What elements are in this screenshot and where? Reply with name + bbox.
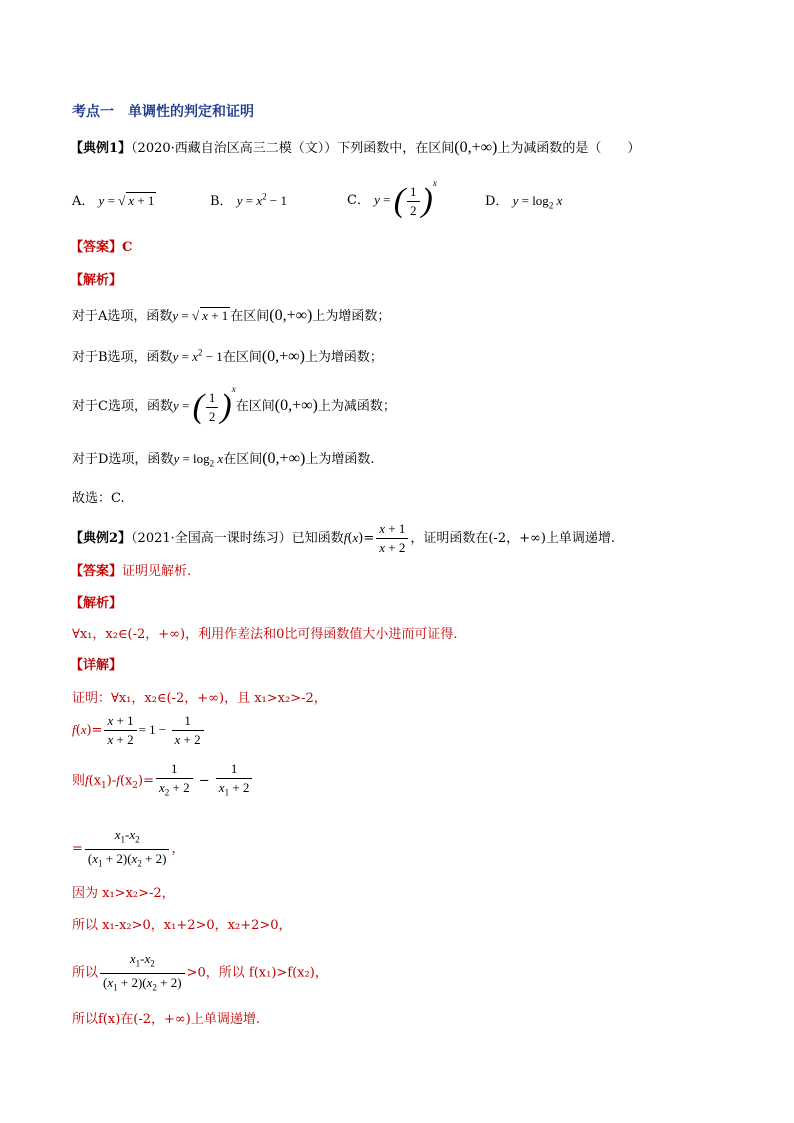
example1-answer: 【答案】C <box>70 240 133 255</box>
line-d-pre: 对于D选项，函数 <box>72 452 174 467</box>
example1-stem-a: 下列函数中，在区间 <box>337 141 455 156</box>
example2-source: （2021·全国高一课时练习） <box>131 531 292 546</box>
option-c-formula: y = ( $\frac{1}{2}$ )$^x$ <box>374 178 437 220</box>
analysis-line-a: 对于A选项，函数y = √ x + 1 在区间(0,+∞)上为增函数； <box>72 307 391 324</box>
line-c-in: 在区间 <box>235 399 275 414</box>
analysis-line-c: 对于C选项，函数y = ( $\frac{1}{2}$ )$^x$在区间(0,+∞)上为减函数； <box>72 384 396 426</box>
option-c-label: C． <box>347 193 370 208</box>
line-d-in: 在区间 <box>223 452 263 467</box>
section-heading: 考点一 单调性的判定和证明 <box>72 104 254 120</box>
example2-tag: 【典例2】 <box>70 531 132 546</box>
proof-line-5: 因为 x₁>x₂>-2， <box>72 886 175 901</box>
proof-line-3: 则$f(x_1)-f(x_2)=$ $\frac{1}{x_2 + 2}$ − $\frac{1}{x_1 + 2}$ <box>72 760 254 802</box>
option-d-formula: $y = \log_2 x$ <box>512 193 563 211</box>
option-b-formula: $y = x^2 - 1$ <box>236 191 287 208</box>
example2-analysis: ∀x₁，x₂∈(-2，+∞)，利用作差法和0比可得函数值大小进而可证得. <box>72 627 458 642</box>
line-a-in: 在区间 <box>230 309 270 324</box>
example2-answer-tag: 【答案】 <box>70 564 123 579</box>
line-a-pre: 对于A选项，函数 <box>72 309 173 324</box>
line-d-interval: (0,+∞) <box>262 450 306 467</box>
option-a <box>72 190 156 209</box>
proof-line-1: 证明：∀x₁，x₂∈(-2，+∞)，且 x₁>x₂>-2， <box>72 691 327 706</box>
line-c-interval: (0,+∞) <box>274 397 318 414</box>
option-a-label: A． <box>72 194 95 209</box>
option-d <box>485 190 562 211</box>
example1-source: （2020·西藏自治区高三二模（文）） <box>131 141 338 156</box>
analysis-line-d: 对于D选项，函数$y = \log_2 x$在区间(0,+∞)上为增函数. <box>72 450 375 469</box>
proof-so2-pre: 所以 <box>72 965 99 981</box>
example2-analysis-title: 【解析】 <box>70 596 123 611</box>
line-b-in: 在区间 <box>222 350 262 365</box>
proof-line-2: f(x)= $\frac{x + 1}{x + 2}$ = 1 − $\frac{1}{x + 2}$ <box>72 712 206 749</box>
example1-tag: 【典例1】 <box>70 141 132 156</box>
example2-answer: 证明见解析. <box>122 564 192 579</box>
option-b <box>210 190 287 209</box>
line-b-pre: 对于B选项，函数 <box>72 350 173 365</box>
line-c-pre: 对于C选项，函数 <box>72 399 173 414</box>
option-b-label: B． <box>210 194 233 209</box>
line-b-post: 上为增函数； <box>304 350 383 365</box>
example1-analysis-title: 【解析】 <box>70 273 123 288</box>
proof-line-7: 所以 $\frac{x_1-x_2}{(x_1 + 2)(x_2 + 2)}$ >0，所以 f(x₁)>f(x₂)， <box>72 951 328 993</box>
example2-stem-b: ，证明函数在(-2，+∞)上单调递增. <box>410 531 616 546</box>
line-b-interval: (0,+∞) <box>261 348 305 365</box>
option-c <box>347 178 437 220</box>
proof-line-6: 所以 x₁-x₂>0，x₁+2>0，x₂+2>0， <box>72 918 292 933</box>
example2-stem: 【典例2】（2021·全国高一课时练习）已知函数f(x)= $\frac{x + 1}{x + 2}$ ，证明函数在(-2，+∞)上单调递增. <box>70 521 616 555</box>
proof-then: 则 <box>72 773 86 789</box>
line-a-interval: (0,+∞) <box>269 307 313 324</box>
option-d-label: D． <box>485 194 509 209</box>
line-d-post: 上为增函数. <box>305 452 375 467</box>
example1-stem-b: 上为减函数的是（ ） <box>497 141 641 156</box>
proof-line-8: 所以f(x)在(-2，+∞)上单调递增. <box>72 1012 260 1027</box>
example1-conclusion: 故选：C. <box>72 491 125 506</box>
example1-stem <box>70 137 640 157</box>
proof-line-4: = $\frac{x_1-x_2}{(x_1 + 2)(x_2 + 2)}$ ， <box>72 827 185 869</box>
option-a-formula: y = √ x + 1 <box>98 193 155 208</box>
line-c-post: 上为减函数； <box>317 399 396 414</box>
analysis-line-b: 对于B选项，函数$y = x^2 - 1$在区间(0,+∞)上为增函数； <box>72 347 383 365</box>
proof-so2-post: >0，所以 f(x₁)>f(x₂)， <box>186 965 328 981</box>
example1-interval: (0,+∞) <box>454 139 498 156</box>
line-a-post: 上为增函数； <box>312 309 391 324</box>
example2-detail-title: 【详解】 <box>70 658 123 673</box>
example2-answer-line <box>70 560 191 579</box>
example2-stem-a: 已知函数 <box>291 531 344 546</box>
